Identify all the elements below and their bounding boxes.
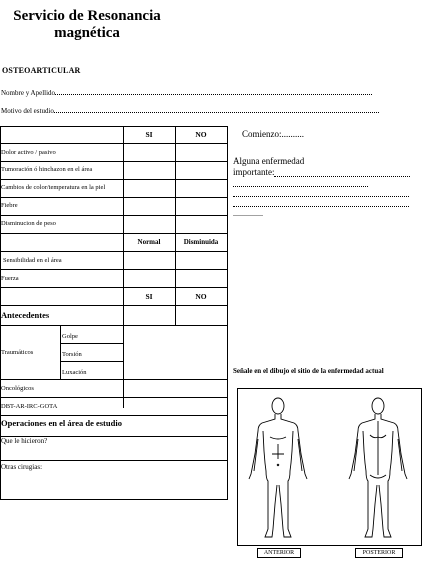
importante-line-1[interactable] bbox=[274, 176, 410, 177]
body-figures bbox=[238, 389, 421, 545]
header-normal: Normal bbox=[137, 238, 161, 246]
row-line bbox=[0, 415, 227, 416]
header-si: SI bbox=[145, 130, 153, 139]
row-label-oncologicos: Oncológicos bbox=[1, 385, 34, 392]
row-line bbox=[0, 197, 227, 198]
row-line bbox=[0, 161, 227, 162]
row-label-dbt: DBT-AR-IRC-GOTA bbox=[1, 403, 58, 410]
row-line bbox=[0, 397, 227, 398]
importante-line-4[interactable] bbox=[233, 206, 409, 207]
row-line bbox=[0, 233, 227, 234]
row-line bbox=[0, 325, 227, 326]
header-no-2: NO bbox=[195, 292, 207, 301]
row-label-sensibilidad: Sensibilidad en el área bbox=[3, 257, 62, 264]
row-line bbox=[0, 251, 227, 252]
nombre-label: Nombre y Apellido bbox=[1, 89, 56, 97]
row-label-luxacion: Luxación bbox=[62, 369, 87, 376]
row-label-tumoracion: Tumoración ó hinchazon en el área bbox=[1, 166, 93, 173]
motivo-field[interactable] bbox=[1, 106, 379, 115]
body-diagram-box[interactable] bbox=[237, 388, 422, 546]
header-disminuida: Disminuida bbox=[183, 238, 219, 246]
row-line bbox=[0, 379, 227, 380]
page-title bbox=[2, 8, 172, 42]
row-line bbox=[0, 287, 227, 288]
header-si-2: SI bbox=[145, 292, 153, 301]
col-sep-1 bbox=[123, 126, 124, 408]
motivo-dotted-line bbox=[54, 106, 379, 113]
anterior-body-figure bbox=[249, 398, 307, 537]
nombre-dotted-line bbox=[55, 88, 372, 95]
row-line bbox=[0, 179, 227, 180]
row-label-torsion: Torsión bbox=[62, 351, 82, 358]
row-line bbox=[60, 343, 123, 344]
importante-line-3[interactable] bbox=[233, 196, 409, 197]
senale-instruction: Señale en el dibujo el sitio de la enfermedad actual bbox=[233, 367, 384, 375]
row-line bbox=[0, 499, 227, 500]
row-label-fiebre: Fiebre bbox=[1, 202, 18, 209]
row-line bbox=[0, 305, 227, 306]
table-right-border bbox=[227, 126, 228, 500]
row-line bbox=[0, 215, 227, 216]
row-line bbox=[0, 126, 227, 127]
row-line bbox=[60, 361, 123, 362]
operaciones-heading: Operaciones en el área de estudio bbox=[1, 418, 122, 428]
importante-dots-tail: ............... bbox=[233, 209, 263, 218]
row-label-dolor: Dolor activo / pasivo bbox=[1, 149, 56, 156]
row-label-que-hicieron: Que le hicieron? bbox=[1, 437, 48, 445]
nombre-field[interactable] bbox=[1, 88, 372, 97]
posterior-body-figure bbox=[349, 398, 407, 537]
row-label-cambios: Cambios de color/temperatura en la piel bbox=[1, 184, 106, 191]
comienzo-label: Comienzo:.......... bbox=[242, 129, 304, 139]
title-line-1: Servicio de Resonancia bbox=[13, 8, 161, 24]
row-label-traumaticos: Traumáticos bbox=[1, 349, 34, 356]
alguna-enfermedad-label: Alguna enfermedad bbox=[233, 156, 305, 166]
section-heading: OSTEOARTICULAR bbox=[2, 66, 81, 75]
row-line bbox=[0, 269, 227, 270]
importante-line-2[interactable] bbox=[233, 186, 368, 187]
title-line-2: magnética bbox=[54, 25, 120, 41]
importante-label: importante: bbox=[233, 167, 275, 177]
anterior-label: ANTERIOR bbox=[257, 548, 301, 558]
header-no: NO bbox=[195, 130, 207, 139]
trauma-sub-sep bbox=[60, 325, 61, 379]
row-label-golpe: Golpe bbox=[62, 333, 78, 340]
row-line bbox=[0, 143, 227, 144]
row-label-peso: Disminucion de peso bbox=[1, 220, 56, 227]
row-label-otras-cirugias: Otras cirugias: bbox=[1, 463, 43, 471]
row-line bbox=[0, 460, 227, 461]
motivo-label: Motivo del estudio bbox=[1, 107, 54, 115]
row-label-fuerza: Fuerza bbox=[1, 275, 19, 282]
posterior-label: POSTERIOR bbox=[355, 548, 403, 558]
antecedentes-heading: Antecedentes bbox=[1, 310, 50, 320]
